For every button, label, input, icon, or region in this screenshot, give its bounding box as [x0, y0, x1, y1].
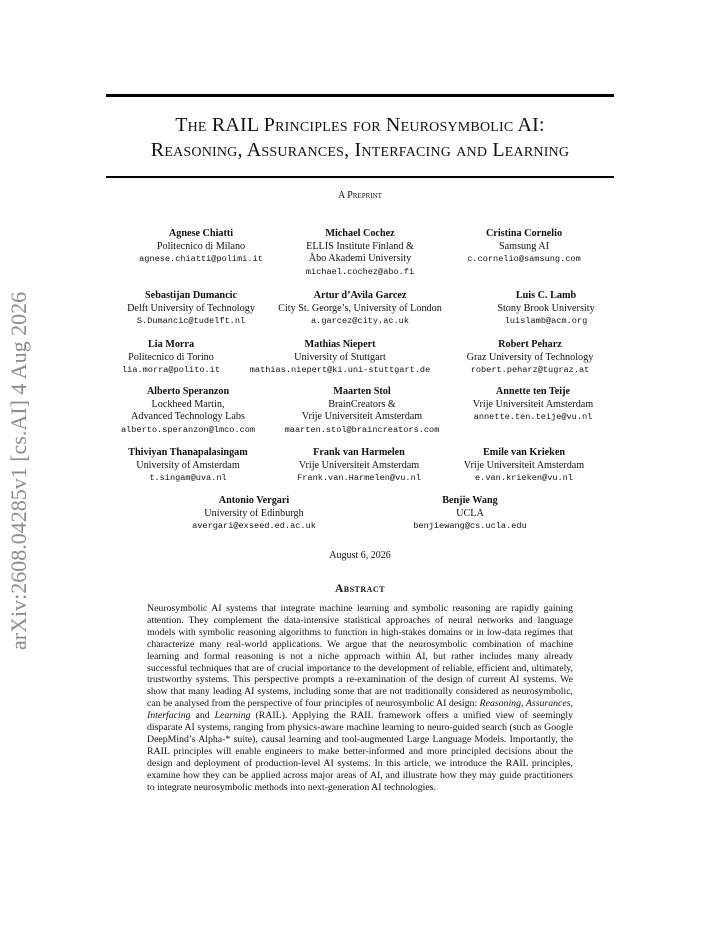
- author-name: Maarten Stol: [333, 386, 391, 397]
- author-affiliation: BrainCreators &: [328, 398, 396, 410]
- abstract-keyword: Reasoning: [479, 698, 521, 710]
- author-email[interactable]: a.garcez@city.ac.uk: [311, 316, 409, 327]
- title-line-2: Reasoning, Assurances, Interfacing and Learning: [150, 139, 570, 161]
- author-block: [370, 495, 570, 533]
- author-block: [430, 339, 630, 377]
- author-affiliation: Vrije Universiteit Amsterdam: [463, 459, 585, 471]
- author-affiliation: Vrije Universiteit Amsterdam: [301, 411, 423, 423]
- author-block: [154, 495, 354, 533]
- author-email[interactable]: e.van.krieken@vu.nl: [475, 473, 573, 484]
- author-name: Annette ten Teije: [495, 386, 571, 397]
- author-block: [424, 228, 624, 266]
- abstract-keyword: Assurances: [525, 698, 571, 710]
- author-name: Frank van Harmelen: [313, 447, 405, 458]
- author-name: Benjie Wang: [442, 495, 498, 506]
- author-name: Thiviyan Thanapalasingam: [128, 447, 248, 458]
- author-name: Lia Morra: [147, 339, 195, 350]
- author-block: [424, 447, 624, 485]
- title-rule-bottom: [106, 176, 614, 178]
- author-email[interactable]: c.cornelio@samsung.com: [467, 254, 581, 265]
- author-name: Antonio Vergari: [218, 495, 290, 506]
- abstract-heading: Abstract: [334, 583, 386, 595]
- title-line-1: The RAIL Principles for Neurosymbolic AI:: [175, 114, 545, 136]
- author-email[interactable]: michael.cochez@abo.fi: [305, 266, 415, 277]
- abstract-separator: ,: [520, 698, 526, 710]
- author-affiliation: Advanced Technology Labs: [131, 411, 245, 423]
- title-rule-top: [106, 94, 614, 97]
- author-affiliation: Samsung AI: [498, 240, 550, 252]
- author-affiliation: City St. George’s, University of London: [278, 302, 442, 314]
- author-block: [240, 339, 440, 377]
- author-name: Mathias Niepert: [304, 339, 376, 350]
- author-email[interactable]: mathias.niepert@ki.uni-stuttgart.de: [249, 365, 431, 376]
- author-affiliation: Vrije Universiteit Amsterdam: [298, 459, 420, 471]
- author-email[interactable]: t.singam@uva.nl: [149, 473, 227, 484]
- author-email[interactable]: maarten.stol@braincreators.com: [284, 424, 440, 435]
- author-affiliation: University of Amsterdam: [136, 459, 240, 471]
- abstract-text: (RAIL). Applying the RAIL framework offers a unified view of seemingly disparate AI systems, ranging from physics-aware machine learning to neuro-guided search (such as Google DeepMind’s Alpha-* suite), causal learning and tool-augmented Large Language Models. Importantly, the RAIL principles will enable engineers to make better-informed and more principled decisions about the design and deployment of production-level AI systems. In this article, we introduce the RAIL principles, examine how they can be applied across major areas of AI, and illustrate how they may guide practitioners to integrate neurosymbolic methods into next-generation AI technologies.: [147, 710, 574, 793]
- author-affiliation: Delft University of Technology: [127, 302, 255, 314]
- author-name: Agnese Chiatti: [168, 228, 234, 239]
- abstract-separator: ,: [570, 698, 573, 710]
- author-affiliation: University of Stuttgart: [294, 351, 386, 363]
- author-name: Sebastijan Dumancic: [145, 290, 237, 301]
- abstract-keyword: Interfacing: [147, 710, 191, 722]
- author-affiliation: University of Edinburgh: [204, 507, 304, 519]
- author-email[interactable]: luislamb@acm.org: [504, 316, 588, 327]
- abstract-body: [147, 603, 573, 794]
- author-email[interactable]: avergari@exseed.ed.ac.uk: [192, 521, 316, 532]
- author-email[interactable]: benjiewang@cs.ucla.edu: [413, 521, 527, 532]
- author-affiliation: Politecnico di Torino: [128, 351, 214, 363]
- arxiv-identifier-stamp: arXiv:2608.04285v1 [cs.AI] 4 Aug 2026: [6, 291, 31, 650]
- abstract-keyword: Learning: [214, 710, 251, 722]
- author-name: Cristina Cornelio: [485, 228, 563, 239]
- author-email[interactable]: alberto.speranzon@lmco.com: [120, 424, 256, 435]
- author-name: Alberto Speranzon: [146, 386, 230, 397]
- author-affiliation: UCLA: [456, 507, 484, 519]
- author-email[interactable]: S.Dumancic@tudelft.nl: [136, 316, 246, 327]
- author-block: [433, 386, 633, 424]
- publication-date: August 6, 2026: [329, 550, 391, 561]
- author-block: [88, 447, 288, 485]
- author-email[interactable]: agnese.chiatti@polimi.it: [139, 254, 263, 265]
- author-name: Robert Peharz: [498, 339, 562, 350]
- author-affiliation: Stony Brook University: [497, 302, 595, 314]
- author-email[interactable]: annette.ten.teije@vu.nl: [473, 412, 593, 423]
- author-affiliation: Vrije Universiteit Amsterdam: [472, 398, 594, 410]
- author-block: [446, 290, 646, 328]
- author-block: [260, 290, 460, 328]
- preprint-label: A Preprint: [338, 190, 382, 201]
- author-email[interactable]: Frank.van.Harmelen@vu.nl: [297, 473, 421, 484]
- author-affiliation: Graz University of Technology: [466, 351, 594, 363]
- author-email[interactable]: lia.morra@polito.it: [122, 365, 220, 376]
- author-name: Emile van Krieken: [482, 447, 566, 458]
- author-affiliation: Åbo Akademi University: [308, 253, 412, 265]
- abstract-separator: and: [190, 710, 215, 722]
- abstract-text: Neurosymbolic AI systems that integrate machine learning and symbolic reasoning are rapidly gaining attention. They complement the data-intensive statistical approaches of neural networks and language models with symbolic reasoning algorithms to function in high-stakes domains or in low-data regimes that characterize many real-world applications. We argue that the neurosymbolic combination of machine learning and formal reasoning is not a niche approach within AI, but rather includes many already successful techniques that are of crucial importance to the development of reliable, efficient and, ultimately, trustworthy systems. This perspective prompts a re-examination of the design of current AI systems. We show that many leading AI systems, including some that are not traditionally considered as neurosymbolic, can be analysed from the perspective of four principles of neurosymbolic AI design:: [147, 603, 573, 710]
- author-affiliation: Politecnico di Milano: [156, 240, 246, 252]
- author-email[interactable]: robert.peharz@tugraz.at: [470, 365, 590, 376]
- author-block: [262, 386, 462, 436]
- author-affiliation: ELLIS Institute Finland &: [306, 240, 414, 252]
- author-name: Michael Cochez: [325, 228, 395, 239]
- author-block: [88, 386, 288, 436]
- author-name: Artur d’Avila Garcez: [313, 290, 407, 301]
- paper-title: [106, 113, 614, 163]
- author-name: Luis C. Lamb: [515, 290, 577, 301]
- author-affiliation: Lockheed Martin,: [151, 398, 225, 410]
